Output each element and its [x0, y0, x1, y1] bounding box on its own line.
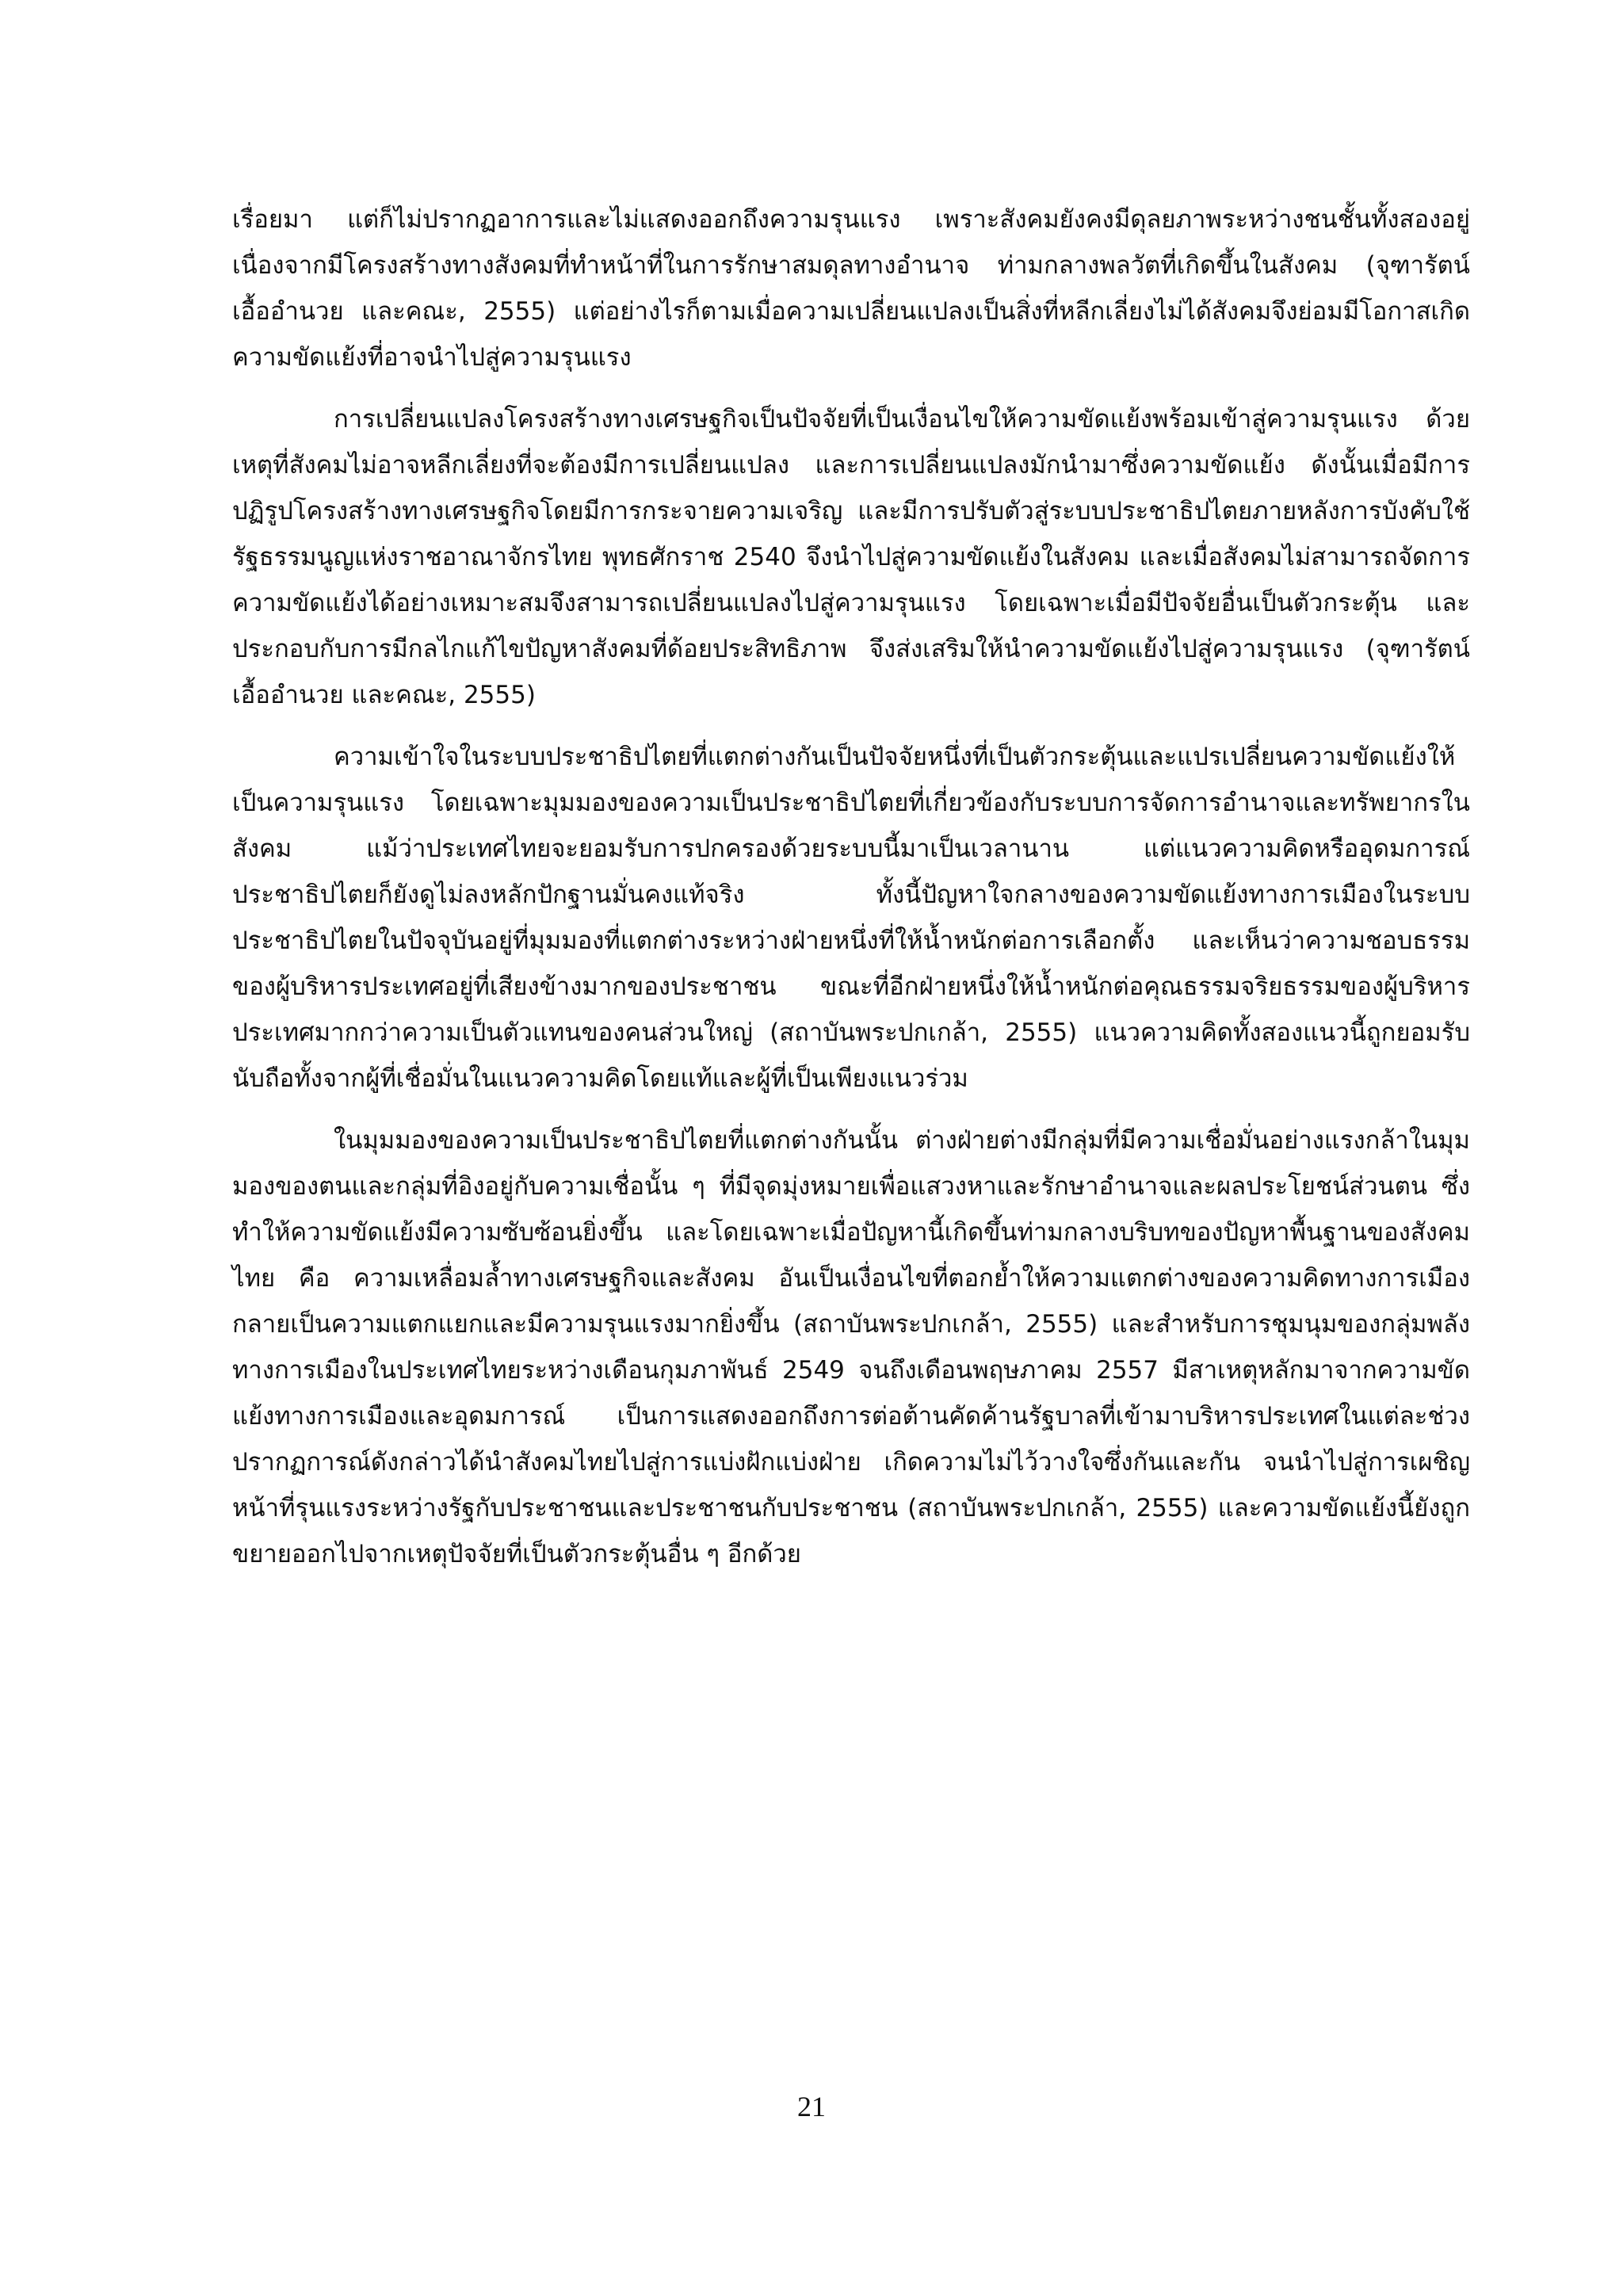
paragraph-1: เรื่อยมา แต่ก็ไม่ปรากฏอาการและไม่แสดงออกถึงความรุนแรง เพราะสังคมยังคงมีดุลยภาพระหว่างชนชั้นทั้งสองอยู่ เนื่องจากมีโครงสร้างทางสังคมที่ทำหน้าที่ในการรักษาสมดุลทางอำนาจ ท่ามกลางพลวัตที่เกิดขึ้นในสังคม (จุฑารัตน์ เอื้ออำนวย และคณะ, 2555) แต่อย่างไรก็ตามเมื่อความเปลี่ยนแปลงเป็นสิ่งที่หลีกเลี่ยงไม่ได้สังคมจึงย่อมมีโอกาสเกิดความขัดแย้งที่อาจนำไปสู่ความรุนแรง — [232, 205, 1470, 372]
paragraph-2: การเปลี่ยนแปลงโครงสร้างทางเศรษฐกิจเป็นปัจจัยที่เป็นเงื่อนไขให้ความขัดแย้งพร้อมเข้าสู่ความรุนแรง ด้วยเหตุที่สังคมไม่อาจหลีกเลี่ยงที่จะต้องมีการเปลี่ยนแปลง และการเปลี่ยนแปลงมักนำมาซึ่งความขัดแย้ง ดังนั้นเมื่อมีการปฏิรูปโครงสร้างทางเศรษฐกิจโดยมีการกระจายความเจริญ และมีการปรับตัวสู่ระบบประชาธิปไตยภายหลังการบังคับใช้รัฐธรรมนูญแห่งราชอาณาจักรไทย พุทธศักราช 2540 จึงนำไปสู่ความขัดแย้งในสังคม และเมื่อสังคมไม่สามารถจัดการความขัดแย้งได้อย่างเหมาะสมจึงสามารถเปลี่ยนแปลงไปสู่ความรุนแรง โดยเฉพาะเมื่อมีปัจจัยอื่นเป็นตัวกระตุ้น และประกอบกับการมีกลไกแก้ไขปัญหาสังคมที่ด้อยประสิทธิภาพ จึงส่งเสริมให้นำความขัดแย้งไปสู่ความรุนแรง (จุฑารัตน์ เอื้ออำนวย และคณะ, 2555) — [232, 405, 1470, 709]
page-number: 21 — [797, 2091, 826, 2122]
body-text — [232, 197, 1470, 1577]
paragraph-4: ในมุมมองของความเป็นประชาธิปไตยที่แตกต่างกันนั้น ต่างฝ่ายต่างมีกลุ่มที่มีความเชื่อมั่นอย่างแรงกล้าในมุมมองของตนและกลุ่มที่อิงอยู่กับความเชื่อนั้น ๆ ที่มีจุดมุ่งหมายเพื่อแสวงหาและรักษาอำนาจและผลประโยชน์ส่วนตน ซึ่งทำให้ความขัดแย้งมีความซับซ้อนยิ่งขึ้น และโดยเฉพาะเมื่อปัญหานี้เกิดขึ้นท่ามกลางบริบทของปัญหาพื้นฐานของสังคมไทย คือ ความเหลื่อมล้ำทางเศรษฐกิจและสังคม อันเป็นเงื่อนไขที่ตอกย้ำให้ความแตกต่างของความคิดทางการเมืองกลายเป็นความแตกแยกและมีความรุนแรงมากยิ่งขึ้น (สถาบันพระปกเกล้า, 2555) และสำหรับการชุมนุมของกลุ่มพลังทางการเมืองในประเทศไทยระหว่างเดือนกุมภาพันธ์ 2549 จนถึงเดือนพฤษภาคม 2557 มีสาเหตุหลักมาจากความขัดแย้งทางการเมืองและอุดมการณ์ เป็นการแสดงออกถึงการต่อต้านคัดค้านรัฐบาลที่เข้ามาบริหารประเทศในแต่ละช่วง ปรากฏการณ์ดังกล่าวได้นำสังคมไทยไปสู่การแบ่งฝักแบ่งฝ่าย เกิดความไม่ไว้วางใจซึ่งกันและกัน จนนำไปสู่การเผชิญหน้าที่รุนแรงระหว่างรัฐกับประชาชนและประชาชนกับประชาชน (สถาบันพระปกเกล้า, 2555) และความขัดแย้งนี้ยังถูกขยายออกไปจากเหตุปัจจัยที่เป็นตัวกระตุ้นอื่น ๆ อีกด้วย — [232, 1126, 1470, 1568]
paragraph-3: ความเข้าใจในระบบประชาธิปไตยที่แตกต่างกันเป็นปัจจัยหนึ่งที่เป็นตัวกระตุ้นและแปรเปลี่ยนความขัดแย้งให้เป็นความรุนแรง โดยเฉพาะมุมมองของความเป็นประชาธิปไตยที่เกี่ยวข้องกับระบบการจัดการอำนาจและทรัพยากรในสังคม แม้ว่าประเทศไทยจะยอมรับการปกครองด้วยระบบนี้มาเป็นเวลานาน แต่แนวความคิดหรืออุดมการณ์ประชาธิปไตยก็ยังดูไม่ลงหลักปักฐานมั่นคงแท้จริง ทั้งนี้ปัญหาใจกลางของความขัดแย้งทางการเมืองในระบบประชาธิปไตยในปัจจุบันอยู่ที่มุมมองที่แตกต่างระหว่างฝ่ายหนึ่งที่ให้น้ำหนักต่อการเลือกตั้ง และเห็นว่าความชอบธรรมของผู้บริหารประเทศอยู่ที่เสียงข้างมากของประชาชน ขณะที่อีกฝ่ายหนึ่งให้น้ำหนักต่อคุณธรรมจริยธรรมของผู้บริหารประเทศมากกว่าความเป็นตัวแทนของคนส่วนใหญ่ (สถาบันพระปกเกล้า, 2555) แนวความคิดทั้งสองแนวนี้ถูกยอมรับนับถือทั้งจากผู้ที่เชื่อมั่นในแนวความคิดโดยแท้และผู้ที่เป็นเพียงแนวร่วม — [232, 743, 1470, 1093]
